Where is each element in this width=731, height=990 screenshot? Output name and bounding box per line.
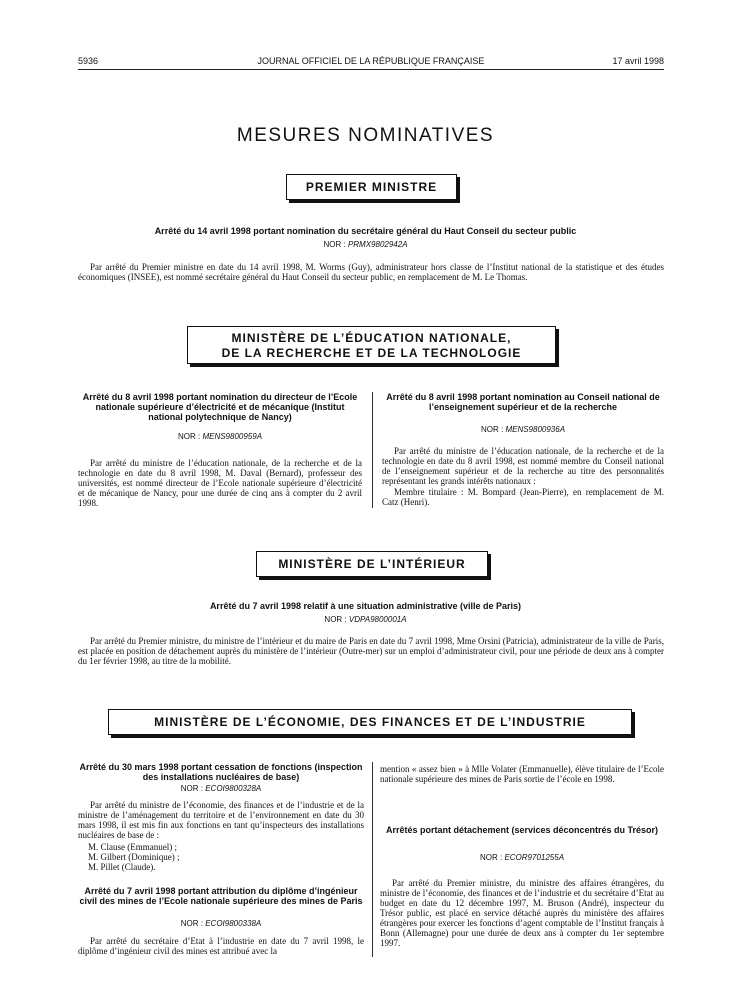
section-heading-interieur <box>256 551 488 577</box>
section-heading-text: MINISTÈRE DE L’INTÉRIEUR <box>278 557 466 571</box>
nor-code: ECOR9701255A <box>504 853 565 862</box>
nor-code: ECOI9800338A <box>205 919 262 928</box>
nor-code: ECOI9800328A <box>205 784 262 793</box>
nor-reference <box>380 853 664 862</box>
nor-code: MENS9800936A <box>505 425 566 434</box>
page-number: 5936 <box>78 56 99 66</box>
nor-label: NOR : <box>180 784 203 793</box>
arrete-text: Par arrêté du Premier ministre en date du 14 avril 1998, M. Worms (Guy), administrateur hors classe de l’Institut national de la statistique et des études économiques (INSEE), est nommé secrétaire général du Haut Conseil du secteur public, en remplacement de M. Le Thomas. <box>78 262 664 282</box>
nor-reference <box>0 240 731 249</box>
arrete-text-continued: mention « assez bien » à Mlle Volater (Emmanuelle), élève titulaire de l’Ecole nationale supérieure des mines de Paris sortie de l’école en 1998. <box>380 764 664 784</box>
section-heading-text: PREMIER MINISTRE <box>305 180 438 194</box>
arrete-title: Arrêté du 30 mars 1998 portant cessation de fonctions (inspection des installations nucléaires de base) <box>79 762 363 782</box>
person-list <box>88 842 362 872</box>
nor-reference <box>0 615 731 624</box>
arrete-title: Arrêté du 8 avril 1998 portant nomination au Conseil national de l’enseignement supérieur et de la recherche <box>386 392 660 412</box>
nor-label: NOR : <box>324 615 347 624</box>
column-divider <box>372 392 373 508</box>
nor-label: NOR : <box>180 919 203 928</box>
arrete-text: Par arrêté du Premier ministre, du ministre des affaires étrangères, du ministre de l’économie, des finances et de l’industrie et du secrétaire d’Etat au budget en date du 12 décembre 1997, M. Bruson (André), inspecteur du Trésor public, est placé en service détaché auprès du ministère des affaires étrangères pour exercer les fonctions d’agent comptable de l’Institut français à Bonn (Allemagne) pour une durée de deux ans à compter du 1er septembre 1997. <box>380 878 664 948</box>
journal-title: JOURNAL OFFICIEL DE LA RÉPUBLIQUE FRANÇAISE <box>257 56 485 66</box>
list-item: M. Clause (Emmanuel) ; <box>88 842 177 852</box>
header-rule <box>78 69 664 70</box>
arrete-text: Par arrêté du secrétaire d’Etat à l’industrie en date du 7 avril 1998, le diplôme d’ingénieur civil des mines est attribué avec la <box>78 936 364 956</box>
arrete-text: Par arrêté du Premier ministre, du ministre de l’intérieur et du maire de Paris en date du 7 avril 1998, Mme Orsini (Patricia), administrateur de la ville de Paris, est placée en position de détachement auprès du ministère de l’intérieur (Outre-mer) sur un emploi d’administrateur civil, pour une période de deux ans à compter du 1er février 1998, au titre de la mobilité. <box>78 636 664 666</box>
arrete-text: Par arrêté du ministre de l’éducation nationale, de la recherche et de la technologie en date du 8 avril 1998, est nommé membre du Conseil national de l’enseignement supérieur et de la recherche au titre des personnalités représentant les grands intérêts nationaux : <box>382 446 664 486</box>
section-heading-education <box>187 326 556 364</box>
arrete-title: Arrêté du 14 avril 1998 portant nomination du secrétaire général du Haut Conseil du secteur public <box>154 226 577 236</box>
arrete-title: Arrêtés portant détachement (services déconcentrés du Trésor) <box>385 825 659 835</box>
nor-reference <box>78 784 364 793</box>
list-item: M. Pillet (Claude). <box>88 862 156 872</box>
nor-label: NOR : <box>479 853 503 862</box>
arrete-text: Par arrêté du ministre de l’éducation nationale, de la recherche et de la technologie en date du 8 avril 1998, M. Daval (Bernard), professeur des universités, est nommé directeur de l’Ecole nationale supérieure d’électricité et de mécanique de Nancy, pour une durée de cinq ans à compter du 2 avril 1998. <box>78 458 362 508</box>
arrete-text: Par arrêté du ministre de l’économie, des finances et de l’industrie et de la ministre de l’aménagement du territoire et de l’environnement en date du 30 mars 1998, il est mis fin aux fonctions en tant qu’inspecteurs des installations nucléaires de base de : <box>78 800 364 840</box>
arrete-title: Arrêté du 8 avril 1998 portant nomination du directeur de l’Ecole nationale supérieure d’électricité et de mécanique (Institut national polytechnique de Nancy) <box>82 392 358 422</box>
page-title: MESURES NOMINATIVES <box>236 125 495 146</box>
nor-reference <box>78 432 362 441</box>
column-divider <box>372 762 373 957</box>
nor-label: NOR : <box>480 425 504 434</box>
nor-code: VDPA9800001A <box>348 615 407 624</box>
nor-reference <box>382 425 664 434</box>
section-heading-text: MINISTÈRE DE L’ÉCONOMIE, DES FINANCES ET DE L’INDUSTRIE <box>154 715 586 729</box>
section-heading-premier-ministre <box>286 174 457 200</box>
arrete-title: Arrêté du 7 avril 1998 relatif à une situation administrative (ville de Paris) <box>209 601 522 611</box>
arrete-text: Membre titulaire : M. Bompard (Jean-Pierre), en remplacement de M. Catz (Henri). <box>382 487 664 507</box>
page-header <box>78 56 664 70</box>
arrete-title: Arrêté du 7 avril 1998 portant attribution du diplôme d’ingénieur civil des mines de l’Ecole nationale supérieure des mines de Paris <box>79 886 363 906</box>
section-heading-line: MINISTÈRE DE L’ÉDUCATION NATIONALE, <box>231 331 512 345</box>
nor-label: NOR : <box>323 240 346 249</box>
issue-date: 17 avril 1998 <box>612 56 664 66</box>
section-heading-line: DE LA RECHERCHE ET DE LA TECHNOLOGIE <box>221 346 522 360</box>
nor-reference <box>78 919 364 928</box>
list-item: M. Gilbert (Dominique) ; <box>88 852 180 862</box>
nor-code: PRMX9802942A <box>347 240 408 249</box>
nor-label: NOR : <box>177 432 201 441</box>
nor-code: MENS9800959A <box>202 432 263 441</box>
section-heading-economie <box>108 709 632 735</box>
